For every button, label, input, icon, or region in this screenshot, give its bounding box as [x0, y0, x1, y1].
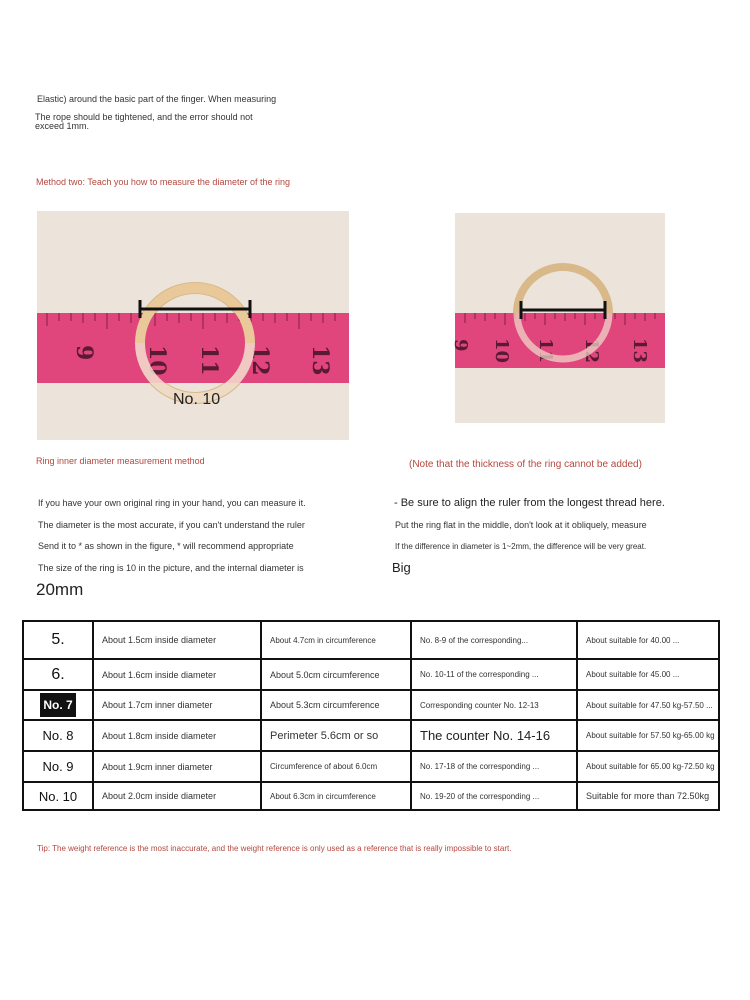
left-text-2: The diameter is the most accurate, if you can't understand the ruler: [38, 520, 305, 530]
circumference-cell: Circumference of about 6.0cm: [260, 752, 410, 781]
left-text-4: The size of the ring is 10 in the picture, and the internal diameter is: [38, 563, 304, 573]
diameter-cell: About 1.7cm inner diameter: [92, 691, 260, 719]
counter-cell: No. 17-18 of the corresponding ...: [410, 752, 576, 781]
diameter-cell: About 1.8cm inside diameter: [92, 721, 260, 750]
counter-cell: Corresponding counter No. 12-13: [410, 691, 576, 719]
weight-cell: Suitable for more than 72.50kg: [576, 783, 722, 809]
weight-tip: Tip: The weight reference is the most inaccurate, and the weight reference is only used as a reference that is really impossible to start.: [37, 844, 512, 853]
round-tape-number-13: 13: [629, 338, 650, 364]
table-row: [24, 781, 718, 809]
size-cell: No. 9: [42, 759, 74, 774]
ring-size-label: No. 10: [173, 391, 221, 408]
tape-number-12: 12: [247, 345, 273, 376]
left-text-1: If you have your own original ring in your hand, you can measure it.: [38, 498, 306, 508]
counter-cell: No. 10-11 of the corresponding ...: [410, 660, 576, 689]
size-cell: No. 10: [38, 788, 78, 804]
intro-line-2: The rope should be tightened, and the error should not: [35, 112, 253, 122]
right-big-value: Big: [392, 560, 411, 575]
ring-measure-photo: [37, 211, 349, 440]
right-text-2: Put the ring flat in the middle, don't look at it obliquely, measure: [395, 520, 647, 530]
diameter-cell: About 2.0cm inside diameter: [92, 783, 260, 809]
circumference-cell: About 4.7cm in circumference: [260, 622, 410, 658]
counter-cell: The counter No. 14-16: [410, 721, 576, 750]
right-text-3: If the difference in diameter is 1~2mm, the difference will be very great.: [395, 542, 647, 551]
ring-measure-round-photo: [450, 213, 665, 423]
tape-number-9: 9: [71, 345, 97, 361]
weight-cell: About suitable for 57.50 kg-65.00 kg: [576, 721, 722, 750]
round-tape-number-10: 10: [491, 338, 512, 364]
diameter-cell: About 1.9cm inner diameter: [92, 752, 260, 781]
table-row: [24, 750, 718, 781]
intro-line-1: Elastic) around the basic part of the finger. When measuring: [37, 94, 277, 104]
round-tape-number-9: 9: [450, 339, 471, 352]
caption-left: Ring inner diameter measurement method: [36, 456, 205, 466]
diameter-cell: About 1.6cm inside diameter: [92, 660, 260, 689]
weight-cell: About suitable for 40.00 ...: [576, 622, 722, 658]
counter-cell: No. 19-20 of the corresponding ...: [410, 783, 576, 809]
size-cell: 5.: [51, 631, 65, 648]
size-cell: No. 8: [42, 728, 74, 743]
weight-cell: About suitable for 45.00 ...: [576, 660, 722, 689]
table-row: [24, 658, 718, 689]
circumference-cell: About 5.3cm circumference: [260, 691, 410, 719]
tape-number-10: 10: [144, 345, 170, 376]
intro-line-3: exceed 1mm.: [35, 121, 90, 131]
weight-cell: About suitable for 47.50 kg-57.50 ...: [576, 691, 722, 719]
round-tape-number-12: 12: [581, 338, 602, 364]
table-row: [24, 719, 718, 750]
ring-size-table: [22, 620, 720, 811]
caption-right: (Note that the thickness of the ring cannot be added): [409, 459, 642, 470]
tape-number-13: 13: [307, 345, 333, 376]
size-cell: 6.: [51, 665, 65, 683]
round-tape-number-11: 11: [535, 338, 556, 364]
circumference-cell: About 6.3cm in circumference: [260, 783, 410, 809]
counter-cell: No. 8-9 of the corresponding...: [410, 622, 576, 658]
weight-cell: About suitable for 65.00 kg-72.50 kg: [576, 752, 722, 781]
table-row: [24, 622, 718, 658]
table-row: [24, 689, 718, 719]
circumference-cell: Perimeter 5.6cm or so: [260, 721, 410, 750]
diameter-cell: About 1.5cm inside diameter: [92, 622, 260, 658]
left-big-value: 20mm: [36, 580, 84, 599]
right-text-1: - Be sure to align the ruler from the longest thread here.: [394, 497, 665, 509]
left-text-3: Send it to * as shown in the figure, * will recommend appropriate: [38, 541, 294, 551]
method-two-title: Method two: Teach you how to measure the diameter of the ring: [36, 177, 290, 187]
size-cell-highlighted: No. 7: [40, 693, 76, 717]
tape-number-11: 11: [196, 345, 222, 376]
circumference-cell: About 5.0cm circumference: [260, 660, 410, 689]
